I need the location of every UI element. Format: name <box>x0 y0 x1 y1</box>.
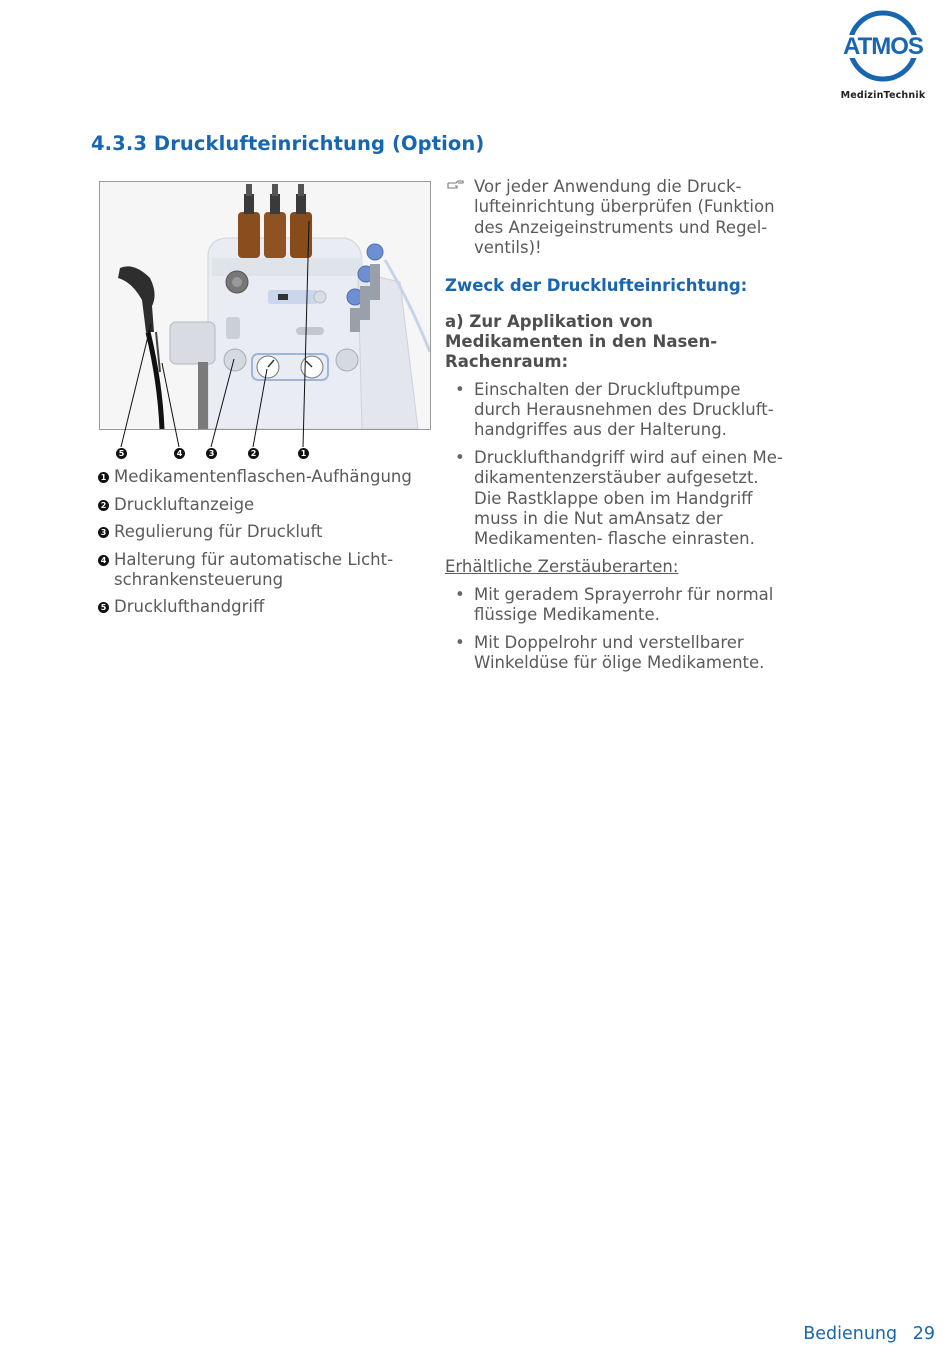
callout-5: 5 <box>116 448 127 459</box>
page-number: 29 <box>912 1324 935 1344</box>
callout-leader-lines <box>99 181 434 471</box>
legend-number: 1 <box>98 472 109 483</box>
legend-item <box>97 495 427 515</box>
legend-item <box>97 550 427 590</box>
purpose-heading: Zweck der Drucklufteinrichtung: <box>445 275 748 295</box>
legend-number: 2 <box>98 500 109 511</box>
list-item: • Mit geradem Sprayerrohr für normal flüssige Medikamente. <box>445 585 790 626</box>
page-footer <box>803 1324 935 1344</box>
callout-1: 1 <box>298 448 309 459</box>
legend-text: Regulierung für Druckluft <box>114 522 323 541</box>
callout-3: 3 <box>206 448 217 459</box>
application-list <box>445 380 790 550</box>
check-note <box>445 177 790 259</box>
figure-legend <box>97 467 427 625</box>
callout-4: 4 <box>174 448 185 459</box>
note-text: Vor jeder Anwendung die Druck- lufteinrichtung überprüfen (Funktion des Anzeigeinstruments und Regel- ventils)! <box>474 177 775 258</box>
logo-tagline: MedizinTechnik <box>840 90 926 101</box>
pointing-hand-icon <box>447 178 465 192</box>
list-item: • Drucklufthandgriff wird auf einen Me- dikamentenzerstäuber aufgesetzt. Die Rastklappe oben im Handgriff muss in die Nut amAnsatz der Medikamenten- flasche einrasten. <box>445 448 790 550</box>
callout-2: 2 <box>248 448 259 459</box>
atmos-logo-mark <box>834 8 932 88</box>
right-column <box>445 177 790 681</box>
application-heading: a) Zur Applikation von Medikamenten in den Nasen-Rachenraum: <box>445 311 718 371</box>
logo-text: ATMOS <box>843 33 923 60</box>
nebulizer-types-heading: Erhältliche Zerstäuberarten: <box>445 556 679 576</box>
atmos-logo <box>834 8 932 101</box>
legend-number: 4 <box>98 555 109 566</box>
list-item: • Mit Doppelrohr und verstellbarer Winkeldüse für ölige Medikamente. <box>445 633 790 674</box>
legend-text: Halterung für automatische Licht- schrankensteuerung <box>114 549 394 589</box>
section-title: 4.3.3 Drucklufteinrichtung (Option) <box>91 132 485 155</box>
legend-item <box>97 597 427 617</box>
legend-item <box>97 522 427 542</box>
list-item: • Einschalten der Druckluftpumpe durch Herausnehmen des Druckluft- handgriffes aus der Halterung. <box>445 380 790 441</box>
legend-item <box>97 467 427 487</box>
legend-number: 5 <box>98 602 109 613</box>
nebulizer-types-list <box>445 585 790 674</box>
footer-chapter: Bedienung <box>803 1324 898 1344</box>
legend-text: Drucklufthandgriff <box>114 597 265 616</box>
legend-number: 3 <box>98 527 109 538</box>
legend-text: Druckluftanzeige <box>114 494 255 514</box>
legend-text: Medikamentenflaschen-Aufhängung <box>114 467 412 486</box>
